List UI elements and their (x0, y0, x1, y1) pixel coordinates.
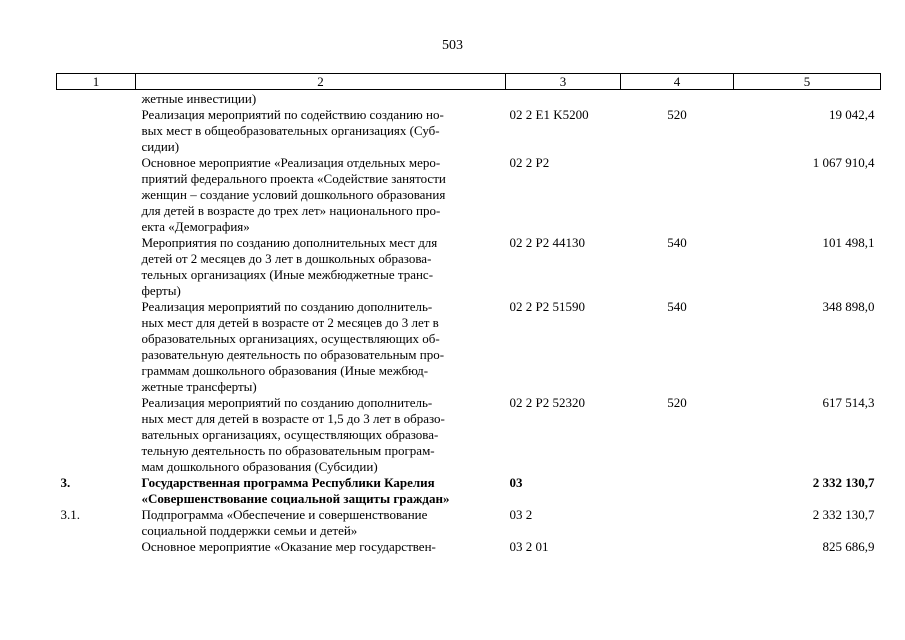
budget-table (56, 73, 881, 555)
table-row (57, 90, 881, 108)
row-kind-cell (621, 155, 734, 235)
row-kind-cell: 520 (667, 107, 687, 122)
table-body (57, 90, 881, 556)
row-number-cell (57, 90, 136, 108)
table-row (57, 507, 881, 539)
row-amount-cell: 2 332 130,7 (812, 507, 875, 522)
table-header (57, 74, 881, 90)
table-row (57, 539, 881, 555)
row-code-cell: 02 2 P2 52320 (509, 395, 585, 410)
page-number: 503 (442, 38, 463, 53)
row-name-cell: Подпрограмма «Обеспечение и совершенствование социальной поддержки семьи и детей» (141, 507, 428, 538)
row-amount-cell: 2 332 130,7 (812, 475, 875, 490)
table-row (57, 395, 881, 475)
row-name-cell: Реализация мероприятий по созданию дополнитель- ных мест для детей в возрасте от 1,5 до 3 лет в образо- вательных организациях, осуществляющих образова- тельную деятельность по образовательным програм- мам дошкольного образования (Субсидии) (141, 395, 445, 474)
row-code-cell: 02 2 P2 51590 (509, 299, 585, 314)
row-number-cell: 3. (60, 475, 71, 490)
row-amount-cell: 101 498,1 (822, 235, 875, 250)
header-cell-3: 3 (506, 74, 621, 90)
row-number-cell (57, 155, 136, 235)
row-name-cell: Основное мероприятие «Оказание мер государствен- (141, 539, 436, 554)
table-row (57, 475, 881, 507)
row-name-cell: Государственная программа Республики Карелия «Совершенствование социальной защиты граждан» (141, 475, 450, 506)
row-amount-cell: 1 067 910,4 (812, 155, 875, 170)
row-name-cell: Реализация мероприятий по содействию созданию но- вых мест в общеобразовательных организациях (Суб- сидии) (141, 107, 444, 154)
row-amount-cell: 348 898,0 (822, 299, 875, 314)
row-kind-cell: 520 (667, 395, 687, 410)
row-kind-cell: 540 (667, 235, 687, 250)
row-amount-cell: 617 514,3 (822, 395, 875, 410)
header-row (57, 74, 881, 90)
row-number-cell (57, 539, 136, 555)
row-code-cell: 02 2 P2 44130 (509, 235, 585, 250)
row-name-cell: Мероприятия по созданию дополнительных мест для детей от 2 месяцев до 3 лет в дошкольных образова- тельных организациях (Иные межбюджетные транс- ферты) (141, 235, 438, 298)
row-code-cell: 02 2 P2 (509, 155, 550, 170)
row-kind-cell (621, 90, 734, 108)
row-amount-cell (734, 90, 881, 108)
table-row (57, 155, 881, 235)
row-number-cell (57, 235, 136, 299)
row-amount-cell: 19 042,4 (829, 107, 875, 122)
header-cell-2: 2 (136, 74, 506, 90)
row-code-cell (506, 90, 621, 108)
header-cell-5: 5 (734, 74, 881, 90)
row-kind-cell (621, 539, 734, 555)
row-kind-cell (621, 507, 734, 539)
row-number-cell (57, 107, 136, 155)
row-kind-cell (621, 475, 734, 507)
row-name-cell: Реализация мероприятий по созданию дополнитель- ных мест для детей в возрасте от 2 месяцев до 3 лет в образовательных организациях, осуществляющих об- разовательную деятельность по образовательным про- граммам дошкольного образования (Иные межбюд- жетные трансферты) (141, 299, 445, 394)
table-row (57, 107, 881, 155)
table-row (57, 299, 881, 395)
row-amount-cell: 825 686,9 (822, 539, 875, 554)
table-row (57, 235, 881, 299)
header-cell-1: 1 (57, 74, 136, 90)
row-name-cell: Основное мероприятие «Реализация отдельных меро- приятий федерального проекта «Содействие занятости женщин – создание условий дошкольного образования для детей в возрасте до трех лет» национального про- екта «Демография» (141, 155, 446, 234)
row-kind-cell: 540 (667, 299, 687, 314)
row-code-cell: 03 2 01 (509, 539, 549, 554)
row-number-cell (57, 395, 136, 475)
row-code-cell: 03 2 (509, 507, 533, 522)
header-cell-4: 4 (621, 74, 734, 90)
row-code-cell: 03 (509, 475, 523, 490)
row-number-cell (57, 299, 136, 395)
row-code-cell: 02 2 E1 K5200 (509, 107, 589, 122)
row-name-cell: жетные инвестиции) (141, 91, 257, 106)
row-number-cell: 3.1. (60, 507, 80, 522)
